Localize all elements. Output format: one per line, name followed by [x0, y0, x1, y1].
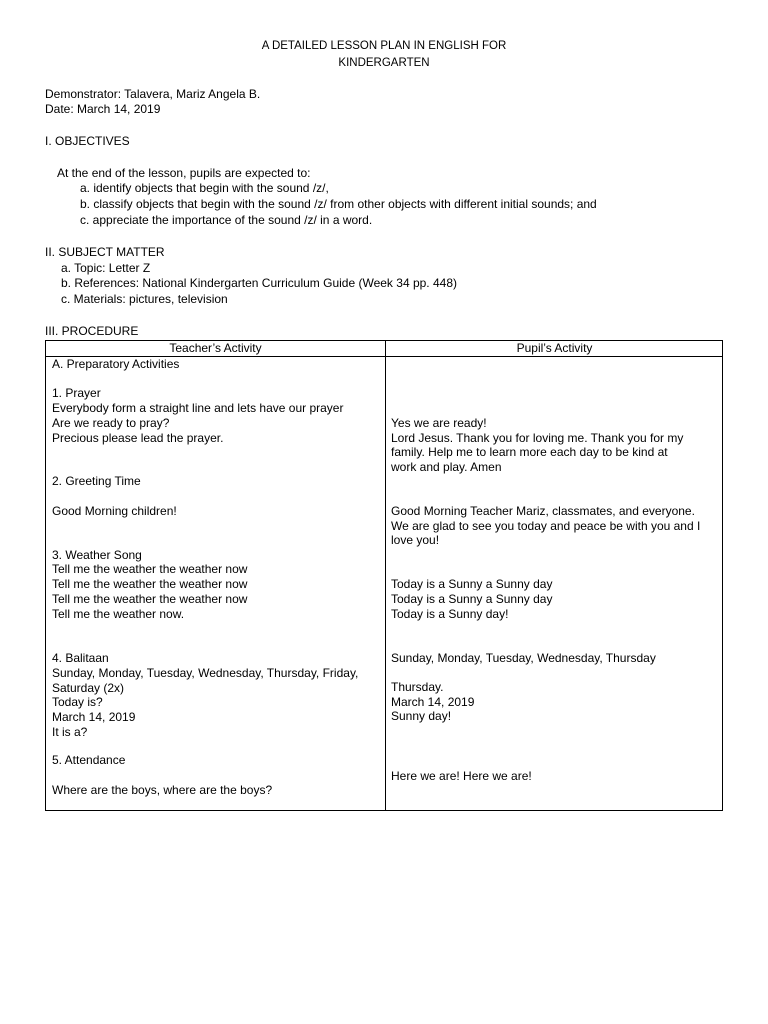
teacher-line: Everybody form a straight line and lets have our prayer	[52, 401, 344, 415]
procedure-heading: III. PROCEDURE	[45, 324, 139, 338]
teacher-line: Sunday, Monday, Tuesday, Wednesday, Thursday, Friday,	[52, 666, 359, 680]
teacher-line: Saturday (2x)	[52, 681, 125, 695]
teacher-line: Precious please lead the prayer.	[52, 431, 224, 445]
objective-item: b. classify objects that begin with the sound /z/ from other objects with different initial sounds; and	[80, 197, 597, 211]
document-title-line-2: KINDERGARTEN	[338, 57, 430, 69]
teacher-line: 1. Prayer	[52, 386, 101, 400]
demonstrator-line: Demonstrator: Talavera, Mariz Angela B.	[45, 87, 261, 101]
pupil-line: work and play. Amen	[391, 460, 502, 474]
subject-matter-item: c. Materials: pictures, television	[61, 292, 228, 306]
subject-matter-item: a. Topic: Letter Z	[61, 261, 151, 275]
teacher-line: March 14, 2019	[52, 710, 136, 724]
pupil-line: Here we are! Here we are!	[391, 769, 532, 783]
objective-item: c. appreciate the importance of the sound /z/ in a word.	[80, 213, 373, 227]
table-column-divider	[385, 341, 386, 810]
pupil-line: Good Morning Teacher Mariz, classmates, and everyone.	[391, 504, 695, 518]
teacher-line: It is a?	[52, 725, 88, 739]
teacher-line: 5. Attendance	[52, 753, 126, 767]
teacher-line: Good Morning children!	[52, 504, 177, 518]
pupil-line: Yes we are ready!	[391, 416, 487, 430]
teacher-line: Are we ready to pray?	[52, 416, 170, 430]
teacher-line: A. Preparatory Activities	[52, 357, 180, 371]
teacher-line: Today is?	[52, 695, 103, 709]
teacher-line: Tell me the weather the weather now	[52, 562, 248, 576]
pupil-line: Today is a Sunny a Sunny day	[391, 592, 553, 606]
pupil-line: Today is a Sunny day!	[391, 607, 509, 621]
pupil-line: Sunday, Monday, Tuesday, Wednesday, Thursday	[391, 651, 656, 665]
teacher-activity-header: Teacher’s Activity	[169, 341, 262, 355]
objective-item: a. identify objects that begin with the sound /z/,	[80, 181, 329, 195]
pupil-line: March 14, 2019	[391, 695, 475, 709]
pupil-line: We are glad to see you today and peace be with you and I	[391, 519, 701, 533]
subject-matter-item: b. References: National Kindergarten Curriculum Guide (Week 34 pp. 448)	[61, 276, 457, 290]
teacher-line: 3. Weather Song	[52, 548, 142, 562]
document-title-line-1: A DETAILED LESSON PLAN IN ENGLISH FOR	[261, 40, 507, 52]
teacher-line: Where are the boys, where are the boys?	[52, 783, 273, 797]
objectives-heading: I. OBJECTIVES	[45, 134, 130, 148]
date-line: Date: March 14, 2019	[45, 102, 161, 116]
pupil-activity-header: Pupil’s Activity	[516, 341, 593, 355]
objectives-intro: At the end of the lesson, pupils are expected to:	[57, 166, 311, 180]
pupil-line: love you!	[391, 533, 440, 547]
teacher-line: Tell me the weather the weather now	[52, 592, 248, 606]
teacher-line: 2. Greeting Time	[52, 474, 141, 488]
teacher-line: Tell me the weather now.	[52, 607, 185, 621]
procedure-table	[45, 340, 723, 811]
pupil-line: Sunny day!	[391, 709, 452, 723]
pupil-line: family. Help me to learn more each day to be kind at	[391, 445, 668, 459]
teacher-line: 4. Balitaan	[52, 651, 109, 665]
pupil-line: Today is a Sunny a Sunny day	[391, 577, 553, 591]
pupil-line: Thursday.	[391, 680, 444, 694]
teacher-line: Tell me the weather the weather now	[52, 577, 248, 591]
subject-matter-heading: II. SUBJECT MATTER	[45, 245, 165, 259]
pupil-line: Lord Jesus. Thank you for loving me. Thank you for my	[391, 431, 684, 445]
